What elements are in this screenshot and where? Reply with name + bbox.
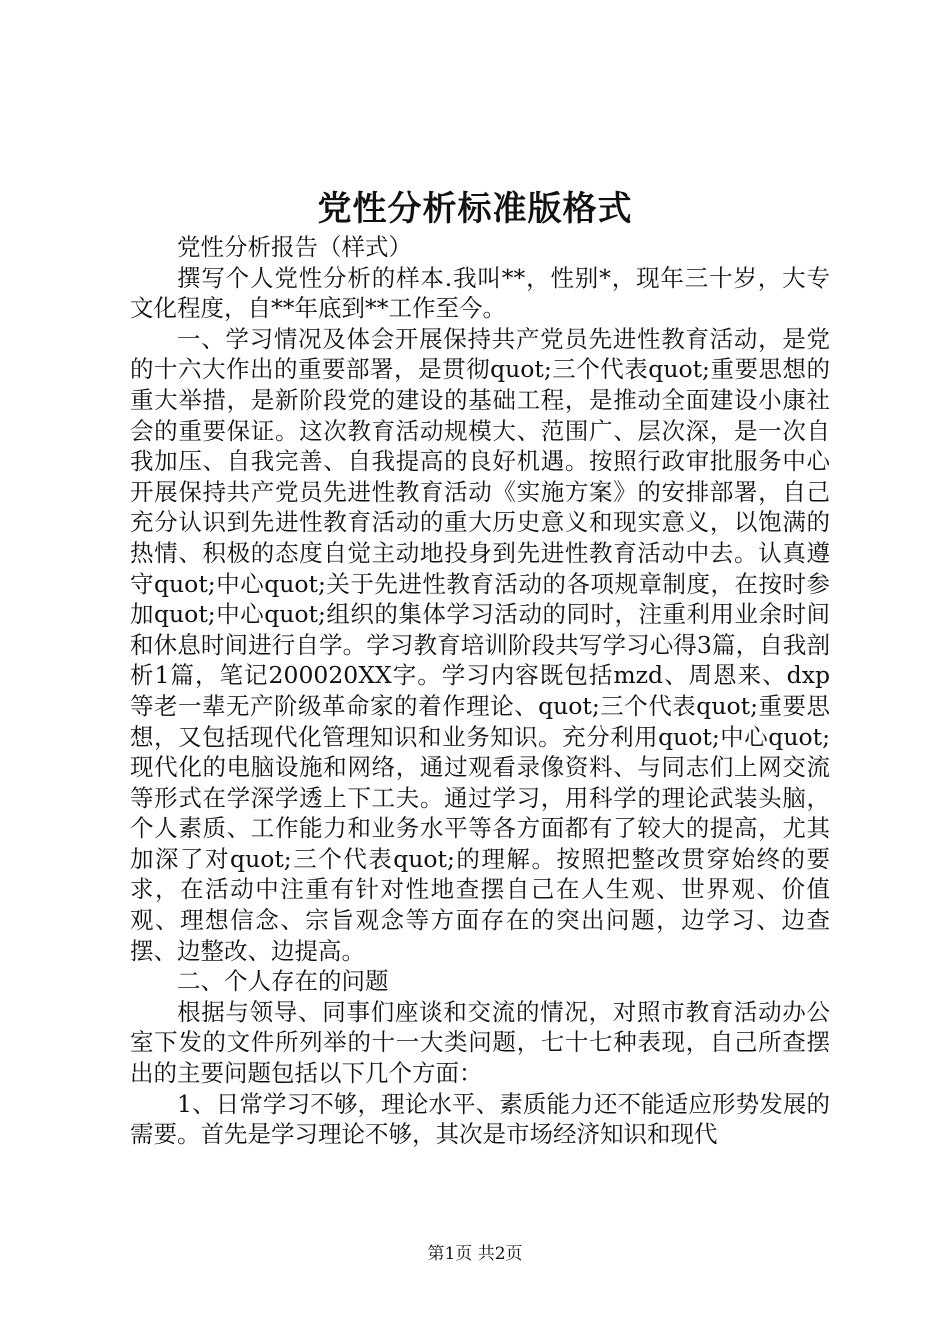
page-indicator: 第1页 共2页 xyxy=(427,1244,523,1264)
section-one-paragraph: 一、学习情况及体会开展保持共产党员先进性教育活动，是党的十六大作出的重要部署，是贯彻quot;三个代表quot;重要思想的重大举措，是新阶段党的建设的基础工程，是推动全面建设小康社会的重要保证。这次教育活动规模大、范围广、层次深，是一次自我加压、自我完善、自我提高的良好机遇。按照行政审批服务中心开展保持共产党员先进性教育活动《实施方案》的安排部署，自己充分认识到先进性教育活动的重大历史意义和现实意义，以饱满的热情、积极的态度自觉主动地投身到先进性教育活动中去。认真遵守quot;中心quot;关于先进性教育活动的各项规章制度，在按时参加quot;中心quot;组织的集体学习活动的同时，注重利用业余时间和休息时间进行自学。学习教育培训阶段共写学习心得3篇，自我剖析1篇，笔记200020XX字。学习内容既包括mzd、周恩来、dxp等老一辈无产阶级革命家的着作理论、quot;三个代表quot;重要思想，又包括现代化管理知识和业务知识。充分利用quot;中心quot;现代化的电脑设施和网络，通过观看录像资料、与同志们上网交流等形式在学深学透上下工夫。通过学习，用科学的理论武装头脑，个人素质、工作能力和业务水平等各方面都有了较大的提高，尤其加深了对quot;三个代表quot;的理解。按照把整改贯穿始终的要求，在活动中注重有针对性地查摆自己在人生观、世界观、价值观、理想信念、宗旨观念等方面存在的突出问题，边学习、边查摆、边整改、边提高。 xyxy=(130,324,830,965)
document-title: 党性分析标准版格式 xyxy=(317,189,633,229)
report-heading-paragraph: 党性分析报告（样式） xyxy=(177,233,412,261)
section-two-paragraph: 根据与领导、同事们座谈和交流的情况，对照市教育活动办公室下发的文件所列举的十一大类问题，七十七种表现，自己所查摆出的主要问题包括以下几个方面： xyxy=(130,997,830,1088)
document-body xyxy=(130,232,830,1150)
issue-one-paragraph: 1、日常学习不够，理论水平、素质能力还不能适应形势发展的需要。首先是学习理论不够，其次是市场经济知识和现代 xyxy=(130,1089,830,1149)
section-two-heading: 二、个人存在的问题 xyxy=(177,967,389,996)
page-footer xyxy=(0,1242,950,1266)
intro-paragraph: 撰写个人党性分析的样本.我叫**，性别*，现年三十岁，大专文化程度，自**年底到**工作至今。 xyxy=(130,263,830,323)
